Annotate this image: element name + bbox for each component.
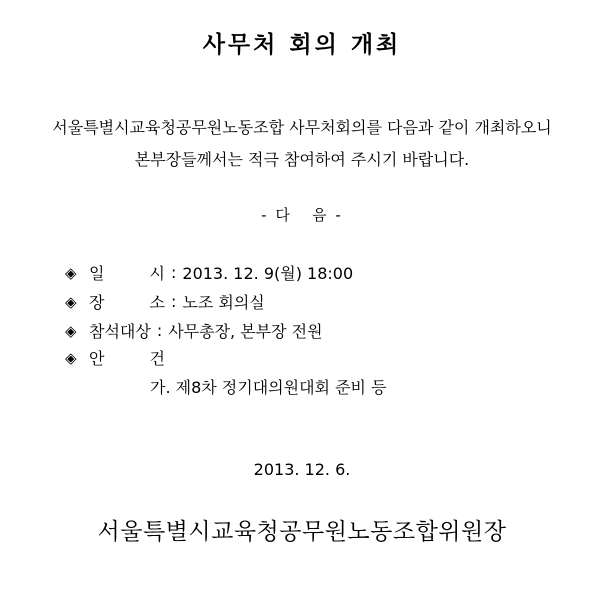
agenda-item: 가. 제8차 정기대의원대회 준비 등 xyxy=(150,378,387,397)
diamond-bullet-icon: ◈ xyxy=(65,263,77,282)
document-date: 2013. 12. 6. xyxy=(253,460,351,479)
item-agenda xyxy=(65,346,165,369)
item-value: 노조 회의실 xyxy=(182,293,265,312)
colon: : xyxy=(156,321,163,340)
diamond-bullet-icon: ◈ xyxy=(65,321,77,340)
intro-text-line-2: 본부장들께서는 적극 참여하여 주시기 바랍니다. xyxy=(134,150,470,169)
colon: : xyxy=(171,263,177,282)
item-label: 장 소 xyxy=(89,293,165,312)
diamond-bullet-icon: ◈ xyxy=(65,292,77,311)
item-datetime xyxy=(65,261,353,284)
document-title: 사무처 회의 개최 xyxy=(202,32,402,58)
item-label: 참석대상 xyxy=(89,322,151,341)
intro-text-line-1: 서울특별시교육청공무원노동조합 사무처회의를 다음과 같이 개최하오니 xyxy=(52,118,552,137)
item-value: 사무총장, 본부장 전원 xyxy=(168,322,323,341)
colon: : xyxy=(171,292,177,311)
section-heading: - 다 음 - xyxy=(261,206,343,224)
item-value: 2013. 12. 9(월) 18:00 xyxy=(182,264,354,283)
item-attendees xyxy=(65,319,323,342)
item-label: 안 건 xyxy=(89,349,165,368)
diamond-bullet-icon: ◈ xyxy=(65,348,77,367)
item-label: 일 시 xyxy=(89,264,165,283)
signature: 서울특별시교육청공무원노동조합위원장 xyxy=(97,519,507,545)
item-location xyxy=(65,290,265,313)
